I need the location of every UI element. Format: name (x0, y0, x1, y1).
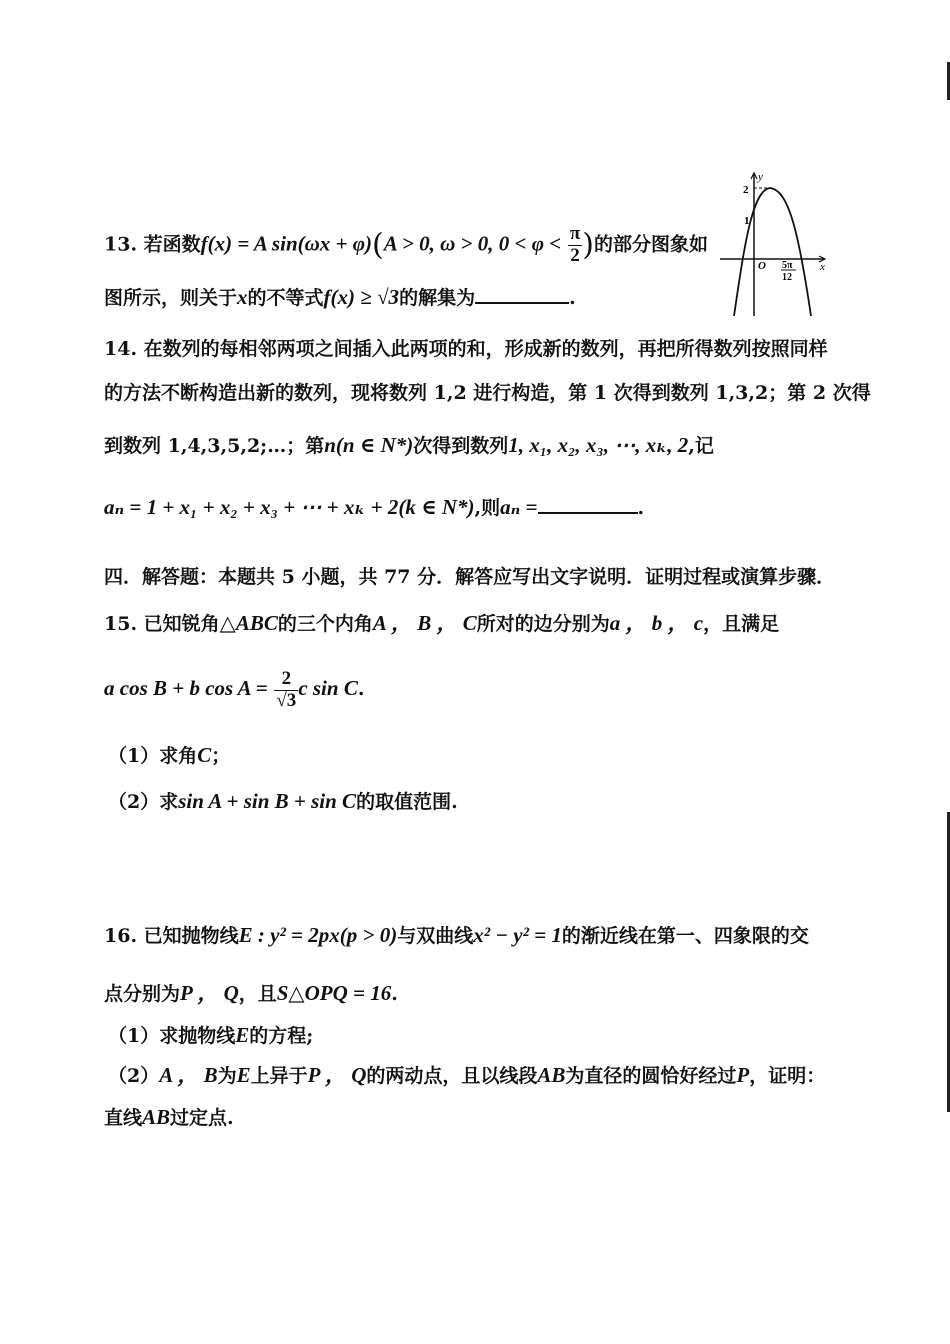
q14-line3 (104, 430, 714, 461)
q15-part1-var: C (197, 743, 212, 767)
q15-eq-left: a cos B + b cos A = (104, 676, 268, 700)
q16-part2 (108, 1060, 825, 1091)
q13-right-paren: ) (582, 227, 594, 263)
q16-area: S△OPQ = 16 (276, 981, 392, 1005)
q13-line2-mid: 的不等式 (247, 287, 324, 309)
q16-part1 (108, 1020, 313, 1051)
q16-part2-t2: 上异于 (250, 1065, 308, 1087)
q13-line2 (104, 282, 576, 313)
q13-function: f(x) = A sin(ωx + φ) (200, 231, 373, 256)
q15-part1 (108, 740, 230, 771)
sine-graph (712, 168, 832, 318)
q16-line3-ab: AB (142, 1105, 171, 1129)
q13-line2-pre: 图所示，则关于 (104, 287, 238, 309)
q16-part2-ab: A ， B (159, 1063, 218, 1087)
q14-line3-mid: 次得到数列 (413, 435, 509, 457)
q14-line3-post: ,记 (688, 435, 714, 457)
graph-tick-2: 2 (743, 184, 749, 196)
q14-end: . (637, 497, 645, 519)
q16-pre: 16. 已知抛物线 (104, 925, 239, 947)
q16-line2-mid: ，且 (238, 983, 277, 1005)
q15-mid: 的三个内角 (277, 613, 373, 635)
q14-line2 (104, 378, 871, 408)
q16-part2-seg: AB (537, 1063, 566, 1087)
graph-xtick-num: 5π (782, 260, 793, 271)
q15-fraction: $\frac{2}{√3}$ (276, 667, 297, 711)
graph-x-label: x (820, 261, 825, 273)
graph-tick-1: 1 (744, 215, 750, 227)
q15-post: ，且满足 (703, 613, 780, 635)
q13-answer-blank (475, 284, 569, 304)
q15-pre: 15. 已知锐角 (104, 613, 220, 635)
q13-left-paren: ( (372, 227, 384, 263)
q14-an: aₙ = (500, 495, 538, 519)
graph-xtick-den: 12 (782, 272, 792, 283)
q16-line1 (104, 920, 809, 951)
q16-part2-t3: 的两动点，且以线段 (366, 1065, 538, 1087)
q13-end: . (569, 287, 576, 309)
q14-line1-text: 14. 在数列的每相邻两项之间插入此两项的和，形成新的数列，再把所得数列按照同样 (104, 338, 828, 360)
q14-line2-text: 的方法不断构造出新的数列，现将数列 1,2 进行构造，第 1 次得到数列 1,3,2；第 2 次得 (104, 382, 871, 404)
q14-line4-mid: ,则 (474, 497, 501, 519)
q15-part1-post: ； (211, 745, 231, 767)
q14-line1 (104, 334, 828, 364)
q14-line3-pre: 到数列 1,4,3,5,2;…；第 (104, 435, 325, 457)
q15-part2-pre: （2）求 (108, 791, 179, 813)
q15-part1-pre: （1）求角 (108, 745, 198, 767)
q15-triangle: △ABC (219, 611, 278, 635)
q16-part2-pq: P ， Q (307, 1063, 367, 1087)
q16-line2 (104, 978, 398, 1009)
q14-line4 (104, 492, 644, 523)
q15-mid2: 所对的边分别为 (476, 613, 610, 635)
section4-title (104, 562, 835, 592)
q15-eq-right: c sin C (298, 676, 358, 700)
q16-line3 (104, 1102, 234, 1133)
q16-part1-var: E (235, 1023, 250, 1047)
q14-sequence: 1, x₁, x₂, x₃, ⋯, xₖ, 2 (508, 433, 689, 457)
q13-text: 13. 若函数 (104, 233, 201, 256)
graph-sine-curve (734, 188, 811, 316)
q15-part2-post: 的取值范围. (356, 791, 458, 813)
q15-eq-end: . (357, 678, 365, 700)
q14-n: n(n ∈ N*) (324, 433, 414, 457)
q16-mid: 与双曲线 (397, 925, 474, 947)
q16-line2-pre: 点分别为 (104, 983, 181, 1005)
q13-text-post: 的部分图象如 (593, 233, 708, 256)
q16-part2-t1: 为 (217, 1065, 237, 1087)
q16-post: 的渐近线在第一、四象限的交 (561, 925, 809, 947)
q16-pq: P ， Q (180, 981, 239, 1005)
q13-var-x: x (237, 285, 248, 309)
q14-formula: aₙ = 1 + x₁ + x₂ + x₃ + ⋯ + xₖ + 2(k ∈ N*) (104, 495, 475, 519)
q15-part2 (108, 786, 458, 817)
q16-line2-end: . (391, 983, 398, 1005)
q16-part2-e: E (236, 1063, 251, 1087)
q13-line2-post: 的解集为 (399, 287, 476, 309)
q16-hyperbola: x² − y² = 1 (473, 923, 562, 947)
q13-fraction: $\frac{\pi}{2}$ (569, 223, 581, 266)
q16-part2-pre: （2） (108, 1065, 160, 1087)
q16-line3-pre: 直线 (104, 1107, 143, 1129)
graph-y-label: y (758, 171, 763, 183)
q14-answer-blank (538, 494, 638, 514)
q16-line3-post: 过定点. (170, 1107, 234, 1129)
q15-sides: a ， b ， c (609, 611, 704, 635)
q16-parabola: E : y² = 2px(p > 0) (238, 923, 398, 947)
q16-part2-p: P (736, 1063, 750, 1087)
q13-conditions: A > 0, ω > 0, 0 < φ < (383, 231, 562, 256)
q16-part1-post: 的方程; (249, 1025, 314, 1047)
q13-inequality: f(x) ≥ √3 (323, 285, 400, 309)
q16-part1-pre: （1）求抛物线 (108, 1025, 236, 1047)
q15-angles: A ， B ， C (372, 611, 477, 635)
q15-line1 (104, 608, 779, 639)
q16-part2-t4: 为直径的圆恰好经过 (565, 1065, 737, 1087)
graph-origin-label: O (758, 260, 766, 272)
q13-line1 (104, 224, 708, 267)
q16-part2-t5: ，证明： (749, 1065, 826, 1087)
section4-title-text: 四．解答题：本题共 5 小题，共 77 分．解答应写出文字说明．证明过程或演算步骤． (104, 566, 836, 588)
q15-part2-expr: sin A + sin B + sin C (178, 789, 357, 813)
q15-equation (104, 664, 364, 713)
